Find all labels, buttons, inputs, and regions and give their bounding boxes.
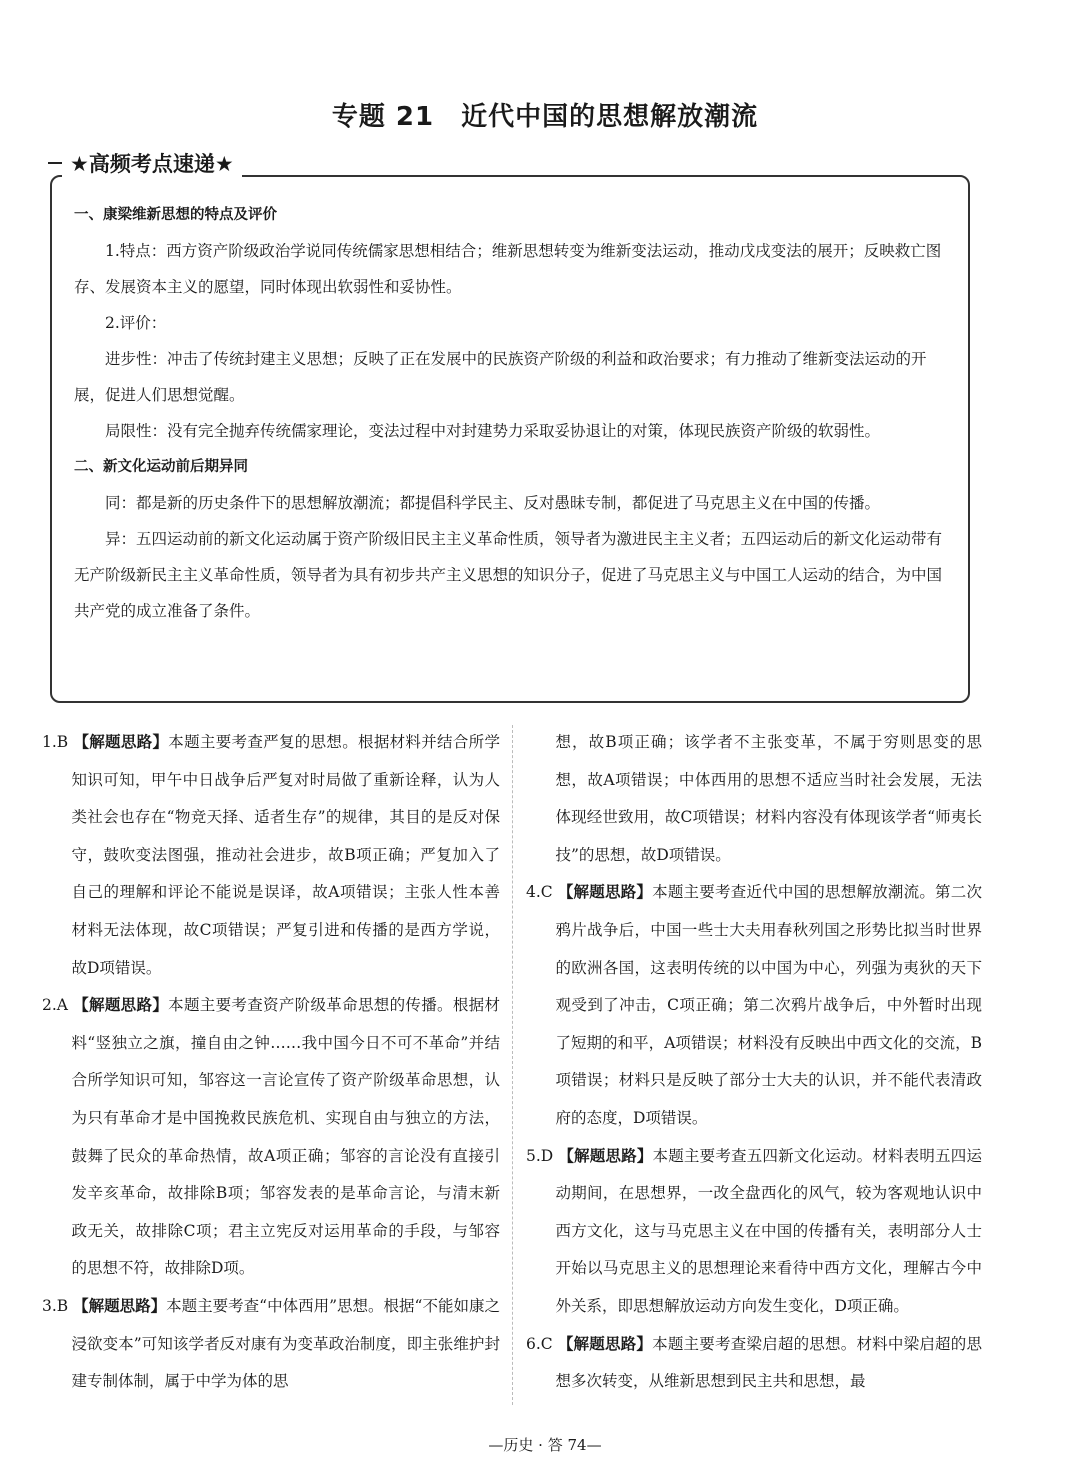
solution-tag: 【解题思路】: [557, 1334, 653, 1353]
solution-tag: 【解题思路】: [73, 733, 169, 751]
key-points-box: [50, 175, 970, 703]
answer-number: 5.D: [526, 1146, 554, 1165]
page-footer: —历史 · 答 74—: [488, 1436, 602, 1454]
answer-2: [42, 987, 500, 1288]
answer-number: 3.B: [42, 1296, 69, 1315]
answer-5: [526, 1138, 982, 1326]
paragraph-evaluation-head: 2.评价：: [105, 314, 167, 332]
paragraph-limitations: 局限性：没有完全抛弃传统儒家理论，变法过程中对封建势力采取妥协退让的对策，体现民族资产阶级的软弱性。: [105, 422, 881, 440]
answer-number: 2.A: [42, 996, 68, 1015]
paragraph-differences: 异：五四运动前的新文化运动属于资产阶级旧民主主义革命性质，领导者为激进民主主义者；五四运动后的新文化运动带有无产阶级新民主主义革命性质，领导者为具有初步共产主义思想的知识分子，促进了马克思主义与中国工人运动的结合，为中国共产党的成立准备了条件。: [74, 530, 943, 620]
answer-3: [42, 1288, 500, 1401]
answer-3-continued: 想，故B项正确；该学者不主张变革，不属于穷则思变的思想，故A项错误；中体西用的思想不适应当时社会发展，无法体现经世致用，故C项错误；材料内容没有体现该学者“师夷长技”的思想，故D项错误。: [555, 733, 982, 864]
column-divider: [512, 725, 514, 1405]
answer-text: 本题主要考查梁启超的思想。材料中梁启超的思想多次转变，从维新思想到民主共和思想，最: [555, 1334, 982, 1391]
solution-tag: 【解题思路】: [73, 1296, 167, 1315]
solution-tag: 【解题思路】: [557, 883, 653, 902]
page-title: 专题 21 近代中国的思想解放潮流: [331, 102, 759, 132]
answer-column-left: [42, 724, 500, 1401]
answer-number: 6.C: [526, 1334, 553, 1353]
answer-text: 本题主要考查“中体西用”思想。根据“不能如康之浸欲变本”可知该学者反对康有为变革政治制度，即主张维护封建专制体制，属于中学为体的思: [71, 1296, 500, 1391]
answer-6: [526, 1326, 982, 1401]
section-heading-1: 一、康梁维新思想的特点及评价: [74, 207, 277, 223]
answer-text: 本题主要考查近代中国的思想解放潮流。第二次鸦片战争后，中国一些士大夫用春秋列国之形势比拟当时世界的欧洲各国，这表明传统的以中国为中心，列强为夷狄的天下观受到了冲击，C项正确；第二次鸦片战争后，中外暂时出现了短期的和平，A项错误；材料没有反映出中西文化的交流，B项错误；材料只是反映了部分士大夫的认识，并不能代表清政府的态度，D项错误。: [555, 883, 982, 1127]
answer-number: 1.B: [42, 733, 69, 751]
section-banner: ★高频考点速递★: [62, 148, 242, 178]
answer-number: 4.C: [526, 883, 553, 902]
answer-text: 本题主要考查资产阶级革命思想的传播。根据材料“竖独立之旗，撞自由之钟……我中国今日不可不革命”并结合所学知识可知，邹容这一言论宣传了资产阶级革命思想，认为只有革命才是中国挽救民族危机、实现自由与独立的方法，鼓舞了民众的革命热情，故A项正确；邹容的言论没有直接引发辛亥革命，故排除B项；邹容发表的是革命言论，与清末新政无关，故排除C项；君主立宪反对运用革命的手段，与邹容的思想不符，故排除D项。: [71, 996, 500, 1278]
paragraph-similarities: 同：都是新的历史条件下的思想解放潮流；都提倡科学民主、反对愚昧专制，都促进了马克思主义在中国的传播。: [105, 494, 881, 512]
paragraph-progressive: 进步性：冲击了传统封建主义思想；反映了正在发展中的民族资产阶级的利益和政治要求；有力推动了维新变法运动的开展，促进人们思想觉醒。: [74, 350, 927, 404]
section-heading-2: 二、新文化运动前后期异同: [74, 459, 248, 475]
solution-tag: 【解题思路】: [73, 996, 169, 1015]
answer-text: 本题主要考查五四新文化运动。材料表明五四运动期间，在思想界，一改全盘西化的风气，较为客观地认识中西方文化，这与马克思主义在中国的传播有关，表明部分人士开始以马克思主义的思想理论来看待中西方文化，理解古今中外关系，即思想解放运动方向发生变化，D项正确。: [555, 1146, 982, 1315]
solution-tag: 【解题思路】: [558, 1146, 653, 1165]
answer-1: [42, 724, 500, 987]
paragraph-features: 1.特点：西方资产阶级政治学说同传统儒家思想相结合；维新思想转变为维新变法运动，推动戊戌变法的展开；反映救亡图存、发展资本主义的愿望，同时体现出软弱性和妥协性。: [74, 242, 942, 296]
answer-column-right: [526, 724, 982, 1401]
answer-text: 本题主要考查严复的思想。根据材料并结合所学知识可知，甲午中日战争后严复对时局做了重新诠释，认为人类社会也存在“物竞天择、适者生存”的规律，其目的是反对保守，鼓吹变法图强，推动社会进步，故B项正确；严复加入了自己的理解和评论不能说是误译，故A项错误；主张人性本善材料无法体现，故C项错误；严复引进和传播的是西方学说，故D项错误。: [71, 733, 500, 977]
answer-4: [526, 874, 982, 1137]
